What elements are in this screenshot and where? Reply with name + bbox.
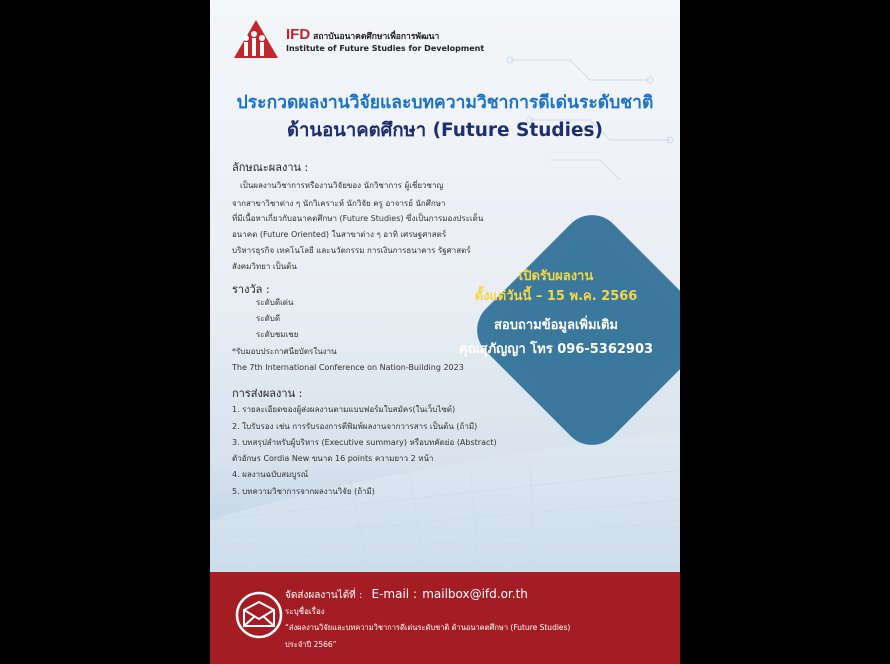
characteristics-heading: ลักษณะผลงาน : (232, 161, 309, 174)
award-item: ระดับดี (256, 314, 281, 323)
submission-heading: การส่งผลงาน : (232, 387, 303, 400)
footer-subject-label: ระบุชื่อเรื่อง (285, 607, 325, 616)
footer-email-label: E-mail : (371, 587, 417, 601)
award-item: ระดับชมเชย (256, 330, 299, 339)
poster (210, 0, 680, 664)
ifd-logo-icon (232, 18, 280, 60)
page-title: ประกวดผลงานวิจัยและบทความวิชาการดีเด่นระดับชาติ (236, 93, 654, 113)
footer-email-link[interactable]: mailbox@ifd.or.th (422, 587, 528, 601)
characteristics-line: อนาคต (Future Oriented) ในสาขาต่าง ๆ อาทิ เศรษฐศาสตร์ (232, 230, 447, 239)
footer-subject-line: “ส่งผลงานวิจัยและบทความวิชาการดีเด่นระดับชาติ ด้านอนาคตศึกษา (Future Studies) (285, 623, 571, 632)
org-abbr: IFD (286, 25, 311, 43)
submission-line: 5. บทความวิชาการจากผลงานวิจัย (ถ้ามี) (232, 487, 375, 496)
submission-line: 3. บทสรุปสำหรับผู้บริหาร (Executive summary) หรือบทคัดย่อ (Abstract) (232, 438, 497, 447)
footer (210, 572, 680, 664)
characteristics-line: ที่มีเนื้อหาเกี่ยวกับอนาคตศึกษา (Future Studies) ซึ่งเป็นการมองประเด็น (232, 214, 484, 223)
characteristics-line: สังคมวิทยา เป็นต้น (232, 262, 297, 271)
award-item: ระดับดีเด่น (256, 298, 294, 307)
header (232, 18, 484, 60)
characteristics-line: จากสาขาวิชาต่าง ๆ นักวิเคราะห์ นักวิจัย ครู อาจารย์ นักศึกษา (232, 199, 446, 208)
promo-open: เปิดรับผลงาน (518, 269, 594, 284)
characteristics-line: เป็นผลงานวิชาการหรืองานวิจัยของ นักวิชาการ ผู้เชี่ยวชาญ (240, 181, 444, 190)
mail-icon (234, 590, 284, 640)
submission-line: 2. ใบรับรอง เช่น การรับรองการตีพิมพ์ผลงานจากวารสาร เป็นต้น (ถ้ามี) (232, 422, 478, 431)
org-name-en: Institute of Future Studies for Development (286, 43, 485, 53)
characteristics-line: บริหารธุรกิจ เทคโนโลยี และนวัตกรรม การเงินการธนาคาร รัฐศาสตร์ (232, 246, 471, 255)
footer-subject-line: ประจำปี 2566” (285, 640, 337, 649)
page-subtitle: ด้านอนาคตศึกษา (Future Studies) (287, 120, 603, 141)
promo-contact: คุณสุภัญญา โทร 096-5362903 (458, 342, 654, 357)
submission-line: 4. ผลงานฉบับสมบูรณ์ (232, 470, 309, 479)
promo-deadline: ตั้งแต่วันนี้ – 15 พ.ค. 2566 (474, 289, 638, 304)
award-note: *รับมอบประกาศนียบัตรในงาน (232, 347, 337, 356)
awards-heading: รางวัล : (232, 283, 270, 296)
award-conference: The 7th International Conference on Nation-Building 2023 (232, 363, 464, 372)
promo-inquiry: สอบถามข้อมูลเพิ่มเติม (493, 318, 618, 333)
footer-send-label: จัดส่งผลงานได้ที่ : (285, 590, 363, 601)
submission-line: ตัวอักษร Cordia New ขนาด 16 points ความยาว 2 หน้า (232, 454, 434, 463)
submission-line: 1. รายละเอียดของผู้ส่งผลงานตามแบบฟอร์มใบสมัคร(ในเว็บไซต์) (232, 405, 456, 414)
org-name-th: สถาบันอนาคตศึกษาเพื่อการพัฒนา (313, 31, 440, 42)
